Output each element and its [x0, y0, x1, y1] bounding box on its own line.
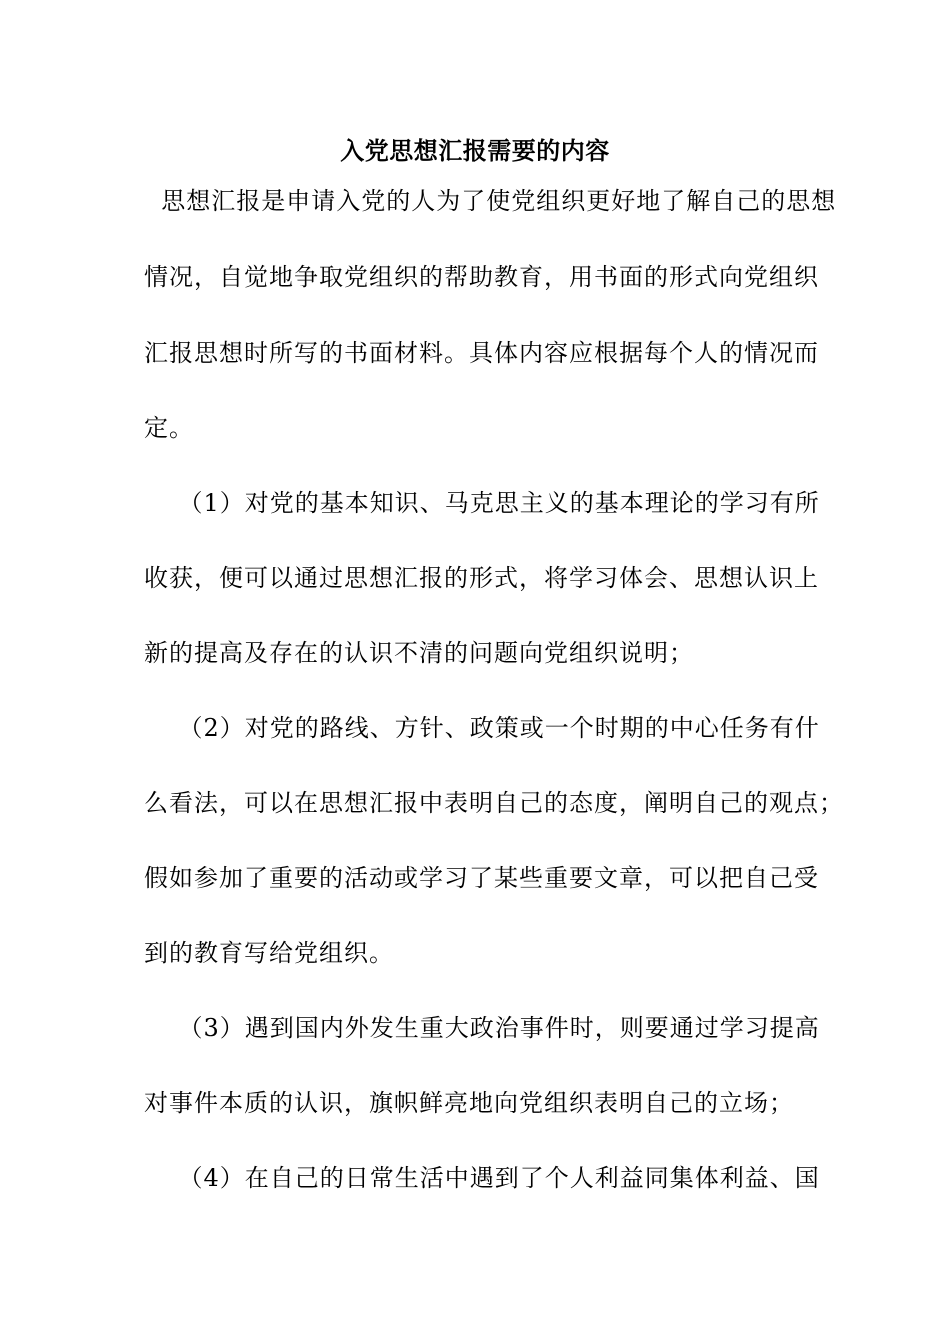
text-line: （4）在自己的日常生活中遇到了个人利益同集体利益、国	[144, 1164, 820, 1192]
text-line: 么看法，可以在思想汇报中表明自己的态度，阐明自己的观点；	[144, 789, 844, 817]
text-line: （1）对党的基本知识、马克思主义的基本理论的学习有所	[144, 489, 820, 517]
text-line: 收获，便可以通过思想汇报的形式，将学习体会、思想认识上	[144, 564, 819, 592]
text-line: 情况，自觉地争取党组织的帮助教育，用书面的形式向党组织	[144, 263, 819, 291]
text-line: 新的提高及存在的认识不清的问题向党组织说明；	[144, 639, 694, 667]
text-line: 定。	[144, 414, 194, 442]
text-line: 汇报思想时所写的书面材料。具体内容应根据每个人的情况而	[144, 339, 819, 367]
text-line: 对事件本质的认识，旗帜鲜亮地向党组织表明自己的立场；	[144, 1089, 794, 1117]
document-title: 入党思想汇报需要的内容	[340, 136, 610, 165]
text-line: （3）遇到国内外发生重大政治事件时，则要通过学习提高	[144, 1014, 820, 1042]
text-line: 到的教育写给党组织。	[144, 939, 394, 967]
text-line: （2）对党的路线、方针、政策或一个时期的中心任务有什	[144, 714, 820, 742]
text-line: 思想汇报是申请入党的人为了使党组织更好地了解自己的思想	[144, 187, 837, 215]
text-line: 假如参加了重要的活动或学习了某些重要文章，可以把自己受	[144, 864, 819, 892]
